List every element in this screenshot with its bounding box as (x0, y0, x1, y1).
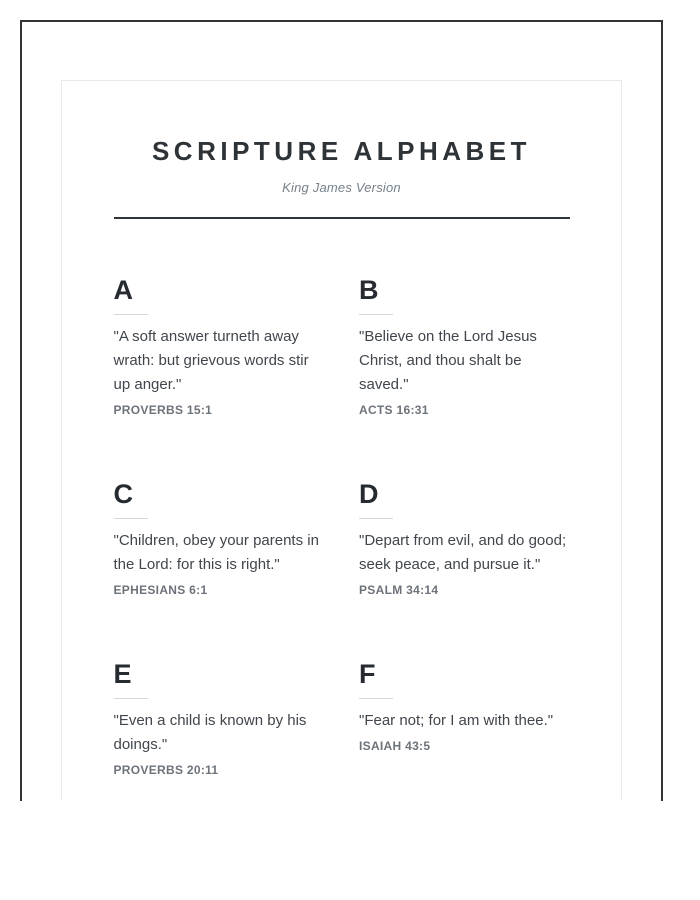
header-divider (114, 217, 570, 219)
entry-verse: "Fear not; for I am with thee." (359, 712, 554, 730)
entry-verse: "Depart from evil, and do good; seek peace, and pursue it." (359, 532, 567, 574)
letter-underline (359, 698, 393, 699)
entry-reference: ACTS 16:31 (359, 403, 429, 418)
entry-reference: PSALM 34:14 (359, 583, 439, 598)
letter-underline (114, 698, 148, 699)
letter-underline (359, 314, 393, 315)
scripture-entry-b (359, 275, 570, 419)
entries-grid (114, 275, 570, 779)
entry-verse: "Believe on the Lord Jesus Christ, and thou shalt be saved." (359, 328, 537, 394)
letter-underline (359, 518, 393, 519)
entry-reference: ISAIAH 43:5 (359, 739, 431, 754)
scripture-entry-f (359, 659, 570, 779)
entry-verse: "Even a child is known by his doings." (113, 712, 307, 754)
entry-letter: F (359, 659, 376, 690)
content-card (61, 80, 622, 800)
entry-letter: E (113, 659, 132, 690)
entry-letter: B (359, 275, 379, 306)
entry-reference: PROVERBS 15:1 (113, 403, 213, 418)
scripture-entry-d (359, 479, 570, 599)
letter-underline (114, 518, 148, 519)
scripture-entry-a (114, 275, 325, 419)
entry-letter: A (113, 275, 133, 306)
page-frame (20, 20, 663, 801)
entry-reference: PROVERBS 20:11 (113, 763, 219, 778)
entry-letter: C (113, 479, 133, 510)
card-header (62, 81, 621, 219)
entry-letter: D (359, 479, 379, 510)
scripture-entry-c (114, 479, 325, 599)
page-subtitle: King James Version (282, 180, 401, 196)
scripture-entry-e (114, 659, 325, 779)
letter-underline (114, 314, 148, 315)
entry-verse: "Children, obey your parents in the Lord: for this is right." (113, 532, 319, 574)
entry-reference: EPHESIANS 6:1 (113, 583, 208, 598)
entry-verse: "A soft answer turneth away wrath: but grievous words stir up anger." (113, 328, 309, 394)
page-title: SCRIPTURE ALPHABET (151, 136, 532, 166)
